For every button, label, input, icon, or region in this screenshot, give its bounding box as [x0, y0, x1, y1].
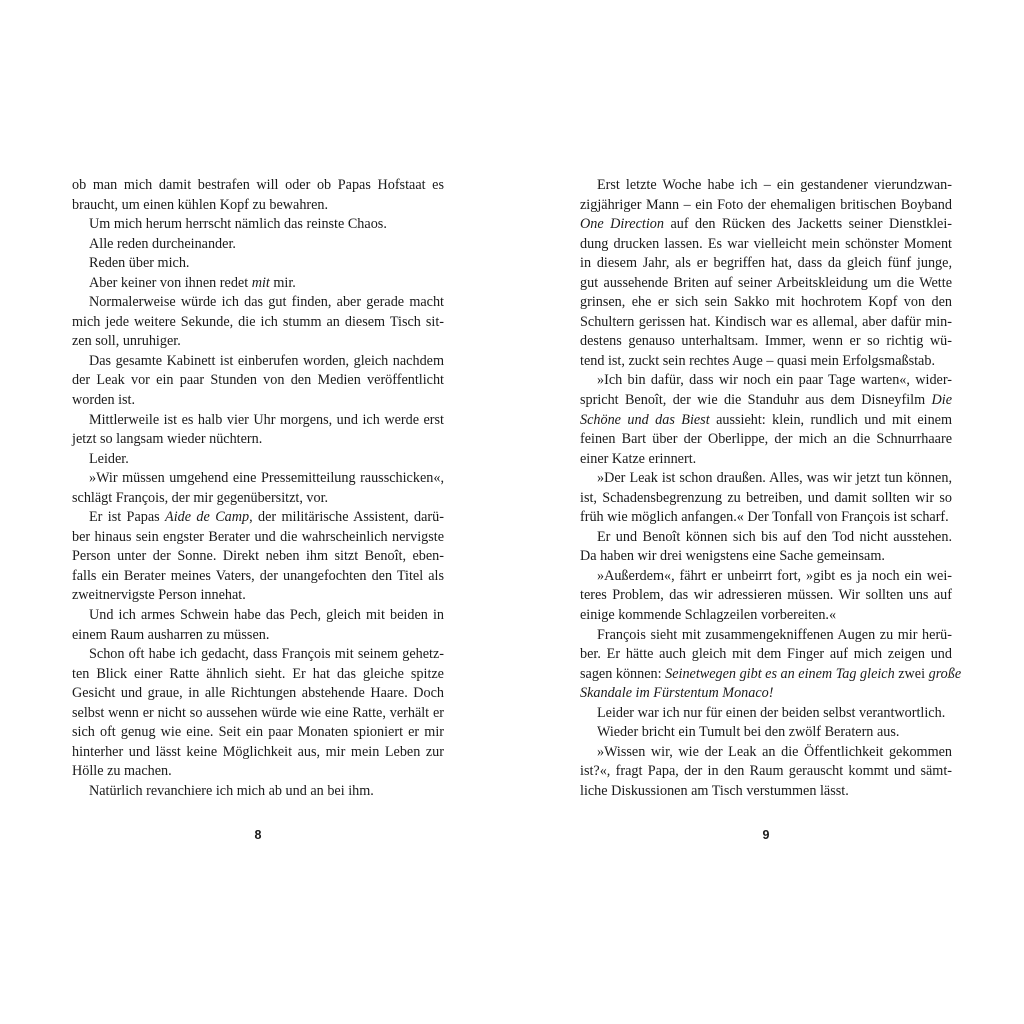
text-line: sich oft genug wie eine. Seit ein paar Monaten spioniert er mir: [72, 724, 444, 741]
text-line: Mittlerweile ist es halb vier Uhr morgens, und ich werde erst: [89, 411, 444, 428]
right-page-number: 9: [762, 828, 770, 842]
text-line: mich jede weitere Sekunde, die ich stumm an diesem Tisch sit-: [72, 313, 444, 330]
text-line: Alle reden durcheinander.: [89, 235, 236, 252]
text-line: Da haben wir drei wenigstens eine Sache gemeinsam.: [580, 548, 885, 565]
text-line: zen soll, unruhiger.: [72, 333, 181, 350]
text-line: »Außerdem«, fährt er unbeirrt fort, »gibt es ja noch ein wei-: [597, 567, 952, 584]
text-line: selbst wenn er nicht so aussehen würde wie eine Ratte, verhält er: [72, 704, 444, 721]
text-line: »Wissen wir, wie der Leak an die Öffentlichkeit gekommen: [597, 743, 952, 760]
right-page-text: [580, 176, 962, 802]
text-line: Und ich armes Schwein habe das Pech, gleich mit beiden in: [89, 607, 444, 624]
text-line: Erst letzte Woche habe ich – ein gestandener vierundzwan-: [597, 177, 952, 193]
text-line: früh wie möglich anfangen.« Der Tonfall von François ist scharf.: [580, 509, 949, 526]
text-line: falls ein Berater meines Vaters, der unangefochten den Titel als: [72, 567, 444, 584]
text-line: Person unter der Sonne. Direkt neben ihm sitzt Benoît, eben-: [72, 548, 444, 565]
text-line: liche Diskussionen am Tisch verstummen lässt.: [580, 782, 849, 799]
text-line: dung drucken lassen. Es war vielleicht mein schönster Moment: [580, 235, 952, 252]
text-line: »Der Leak ist schon draußen. Alles, was wir jetzt tun können,: [597, 470, 952, 487]
text-line: ob man mich damit bestrafen will oder ob Papas Hofstaat es: [72, 177, 444, 193]
text-line: ist, Schadensbegrenzung zu betreiben, und damit sollten wir so: [580, 489, 952, 506]
text-line: grinsen, ehe er sich sein Sakko mit hochrotem Kopf von den: [580, 294, 952, 311]
text-line: braucht, um einen kühlen Kopf zu bewahren.: [72, 196, 329, 213]
text-line: Schöne und das Biest aussieht: klein, rundlich und mit einem: [580, 411, 953, 428]
text-line: einige kommende Schlagzeilen vorbereiten.«: [580, 607, 837, 624]
text-line: Um mich herum herrscht nämlich das reinste Chaos.: [89, 216, 387, 233]
left-page: [72, 176, 444, 802]
text-line: zweitnervigste Person innehat.: [72, 587, 246, 604]
text-line: spricht Benoît, der wie die Standuhr aus dem Disneyfilm Die: [580, 392, 952, 409]
text-line: Er und Benoît können sich bis auf den Tod nicht ausstehen.: [597, 528, 952, 545]
text-line: ten Blick einer Ratte ähnlich sieht. Er hat das gleiche spitze: [72, 665, 444, 682]
text-line: tend ist, zuckt sein rechtes Auge – quasi mein Erfolgsmaßstab.: [580, 352, 935, 369]
text-line: ist?«, fragt Papa, der in den Raum gerauscht kommt und sämt-: [580, 763, 952, 780]
text-line: François sieht mit zusammengekniffenen Augen zu mir herü-: [597, 626, 952, 643]
text-line: Wieder bricht ein Tumult bei den zwölf Beratern aus.: [597, 724, 900, 741]
text-line: »Wir müssen umgehend eine Pressemitteilung rausschicken«,: [89, 470, 444, 487]
text-line: jetzt so langsam wieder nüchtern.: [72, 431, 263, 448]
text-line: Skandale im Fürstentum Monaco!: [580, 685, 774, 702]
left-page-number: 8: [254, 828, 262, 842]
text-line: Leider war ich nur für einen der beiden selbst verantwortlich.: [597, 704, 946, 721]
text-line: Gesicht und graue, in alle Richtungen abstehende Haare. Doch: [72, 685, 444, 702]
text-line: teres Problem, das wir adressieren müssen. Wir sollten uns auf: [580, 587, 952, 604]
text-line: in diesem Jahr, als er begriffen hat, dass da gleich fünf junge,: [580, 255, 952, 272]
text-line: sagen können: Seinetwegen gibt es an einem Tag gleich zwei große: [580, 665, 962, 682]
text-line: einer Katze erinnert.: [580, 450, 697, 467]
text-line: hinterher und lässt keine Möglichkeit aus, mir mein Leben zur: [72, 743, 444, 760]
text-line: Normalerweise würde ich das gut finden, aber gerade macht: [89, 294, 444, 311]
left-page-text: [72, 176, 444, 802]
text-line: schlägt François, der mir gegenübersitzt, vor.: [72, 489, 329, 506]
text-line: gut aussehende Briten auf seiner Arbeitskleidung um die Wette: [580, 274, 952, 291]
text-line: Leider.: [89, 450, 129, 467]
text-line: ber hinaus sein engster Berater und die wahrscheinlich nervigste: [72, 528, 444, 545]
text-line: worden ist.: [72, 392, 136, 409]
text-line: Hölle zu machen.: [72, 763, 172, 780]
text-line: Schultern gerissen hat. Kindisch war es allemal, aber dafür min-: [580, 313, 952, 330]
text-line: Reden über mich.: [89, 255, 190, 272]
text-line: zigjähriger Mann – ein Foto der ehemaligen britischen Boyband: [580, 196, 952, 213]
text-line: destens genauso unterhaltsam. Immer, wenn er so richtig wü-: [580, 333, 952, 350]
text-line: »Ich bin dafür, dass wir noch ein paar Tage warten«, wider-: [597, 372, 952, 389]
text-line: Aber keiner von ihnen redet mit mir.: [89, 274, 296, 291]
text-line: Schon oft habe ich gedacht, dass François mit seinem gehetz-: [89, 646, 444, 663]
text-line: ber. Er hätte auch gleich mit dem Finger auf mich zeigen und: [580, 646, 952, 663]
text-line: Das gesamte Kabinett ist einberufen worden, gleich nachdem: [89, 352, 444, 369]
right-page: [580, 176, 962, 802]
text-line: Er ist Papas Aide de Camp, der militärische Assistent, darü-: [89, 509, 444, 526]
text-line: Natürlich revanchiere ich mich ab und an bei ihm.: [89, 782, 374, 799]
text-line: One Direction auf den Rücken des Jacketts seiner Dienstklei-: [580, 216, 952, 233]
text-line: der Leak vor ein paar Stunden von den Medien veröffentlicht: [72, 372, 444, 389]
text-line: einem Raum ausharren zu müssen.: [72, 626, 270, 643]
text-line: feinen Bart über der Oberlippe, der mich an die Schnurrhaare: [580, 431, 952, 448]
